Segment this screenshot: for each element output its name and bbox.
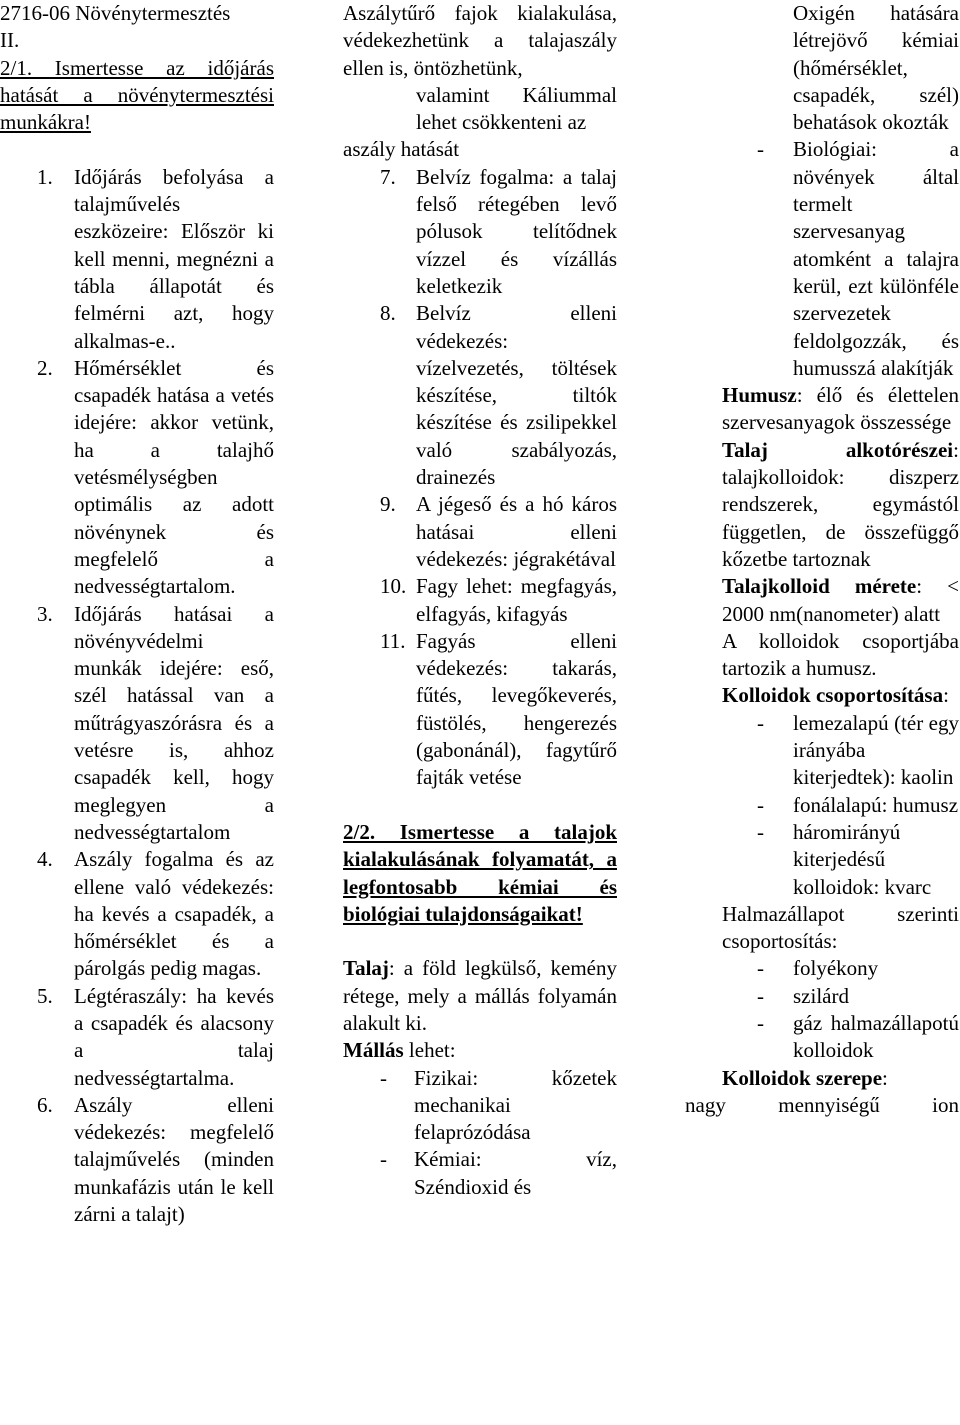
list-item-number: 1. — [37, 164, 53, 189]
list-item — [343, 300, 617, 491]
dash-marker: - — [757, 1010, 764, 1035]
csoportositas-term: Kolloidok csoportosítása — [722, 683, 944, 708]
mallas-definition — [343, 1037, 617, 1064]
list-item-text: Hőmérséklet és csapadék hatása a vetés idejére: akkor vetünk, ha a talajhő vetésmélységben optimális az adott növénynek és megfelelő a nedvességtartalom. — [74, 355, 274, 599]
list-item-text: Belvíz fogalma: a talaj felső rétegében levő pólusok telítődnek vízzel és vízállás keletkezik — [416, 164, 617, 298]
humusz-text: : élő és élettelen szervesanyagok összessége — [722, 383, 959, 435]
list-item-text: fonálalapú: humusz — [793, 792, 959, 817]
last-line: nagy mennyiségű ion — [685, 1092, 959, 1117]
continued-paragraph-3: aszály hatását — [343, 137, 460, 162]
kolloid-csoportositas-list — [685, 710, 959, 901]
list-item-text: háromirányú kiterjedésű kolloidok: kvarc — [793, 819, 932, 899]
list-item-number: 8. — [380, 301, 396, 326]
document-header-continued: II. — [0, 28, 20, 53]
question-1-list — [0, 164, 274, 1229]
column-2 — [343, 0, 617, 1201]
list-item-text: szilárd — [793, 983, 849, 1008]
list-item — [343, 164, 617, 300]
list-item — [0, 601, 274, 847]
list-item-text: Fagy lehet: megfagyás, elfagyás, kifagyás — [416, 574, 617, 626]
dash-marker: - — [380, 1147, 387, 1172]
szerepe-colon: : — [882, 1065, 888, 1090]
biologiai-list — [685, 136, 959, 382]
list-item-text: Fizikai: kőzetek mechanikai felaprózódása — [414, 1065, 617, 1145]
document-header: 2716-06 Növénytermesztés — [0, 1, 231, 25]
humusz-group-text: A kolloidok csoportjába tartozik a humusz. — [722, 628, 959, 681]
column-3 — [685, 0, 959, 1119]
question-1-title: 2/1. Ismertesse az időjárás hatását a növénytermesztési munkákra! — [0, 55, 274, 135]
list-item — [685, 955, 959, 982]
list-item — [685, 1010, 959, 1065]
list-item-text: Aszály elleni védekezés: megfelelő talajművelés (minden munkafázis után le kell zárni a talajt) — [74, 1092, 274, 1227]
szerepe-heading — [685, 1065, 959, 1092]
column-1 — [0, 0, 274, 1228]
talaj-definition — [343, 955, 617, 1037]
mallas-list — [343, 1065, 617, 1201]
list-item-number: 7. — [380, 164, 396, 189]
list-item-text: Légtéraszály: ha kevés a csapadék és alacsony a talaj nedvességtartalma. — [74, 983, 274, 1090]
list-item — [0, 164, 274, 355]
list-item — [685, 819, 959, 901]
list-item-number: 11. — [380, 628, 406, 653]
humusz-definition — [685, 382, 959, 437]
csoportositas-heading — [685, 682, 959, 709]
continued-paragraph: Oxigén hatására létrejövő kémiai (hőmérséklet, csapadék, szél) behatások okozták — [793, 1, 959, 135]
question-1-list-continued — [343, 164, 617, 792]
mallas-term: Mállás — [343, 1038, 404, 1063]
kolloid-merete — [685, 573, 959, 628]
talaj-text: : a föld legkülső, kemény rétege, mely a mállás folyamán alakult ki. — [343, 956, 617, 1035]
list-item — [685, 136, 959, 382]
mallas-text: lehet: — [403, 1038, 456, 1063]
list-item-text: Aszály fogalma és az ellene való védekezés: ha kevés a csapadék, a hőmérséklet és a párolgás pedig magas. — [74, 847, 274, 981]
list-item — [343, 628, 617, 792]
kolloid-merete-text: : < 2000 nm(nanometer) alatt — [722, 574, 959, 626]
list-item-number: 2. — [37, 355, 53, 380]
list-item-text: Időjárás befolyása a talajművelés eszközeire: Először ki kell menni, megnézni a tábla állapotát és felmérni azt, hogy alkalmas-e.. — [74, 164, 274, 353]
list-item-number: 5. — [37, 983, 53, 1008]
humusz-term: Humusz — [722, 383, 797, 408]
continued-paragraph: Aszálytűrő fajok kialakulása, védekezhetünk a talajaszály ellen is, öntözhetünk, — [343, 1, 617, 80]
question-2-title: 2/2. Ismertesse a talajok kialakulásának folyamatát, a legfontosabb kémiai és biológiai tulajdonságaikat! — [343, 819, 617, 926]
list-item — [343, 573, 617, 628]
alkotoreszek-term: Talaj alkotórészei — [722, 437, 954, 462]
list-item — [343, 491, 617, 573]
list-item-number: 9. — [380, 492, 396, 517]
spacer — [343, 792, 617, 819]
list-item-text: A jégeső és a hó káros hatásai elleni védekezés: jégrakétával — [416, 492, 617, 571]
list-item — [685, 983, 959, 1010]
alkotoreszek-text: : talajkolloidok: diszperz rendszerek, egymástól független, de összefüggő kőzetbe tartoznak — [722, 437, 959, 571]
list-item — [685, 710, 959, 792]
alkotoreszek-definition — [685, 437, 959, 573]
list-item — [0, 355, 274, 601]
dash-marker: - — [757, 137, 764, 162]
halmazallapot-list — [685, 955, 959, 1064]
list-item-text: Fagyás elleni védekezés: takarás, fűtés, levegőkeverés, füstölés, hengerezés (gabonánál), fagytűrő fajták vetése — [416, 628, 617, 790]
list-item — [685, 792, 959, 819]
csoportositas-colon: : — [943, 683, 949, 708]
list-item — [0, 846, 274, 982]
kolloid-merete-term: Talajkolloid mérete — [722, 574, 917, 599]
list-item-number: 10. — [380, 574, 407, 599]
list-item — [343, 1146, 617, 1201]
list-item-number: 3. — [37, 601, 53, 626]
dash-marker: - — [757, 792, 764, 817]
list-item — [0, 1092, 274, 1228]
list-item-number: 6. — [37, 1092, 53, 1117]
szerepe-term: Kolloidok szerepe — [722, 1065, 883, 1090]
list-item-text: folyékony — [793, 956, 879, 981]
spacer — [0, 136, 274, 163]
dash-marker: - — [757, 983, 764, 1008]
talaj-term: Talaj — [343, 956, 389, 981]
list-item-text: Belvíz elleni védekezés: vízelvezetés, töltések készítése, tiltók készítése és zsilipekkel való szabályozás, drainezés — [416, 301, 617, 490]
dash-marker: - — [757, 710, 764, 735]
dash-marker: - — [757, 819, 764, 844]
list-item-number: 4. — [37, 847, 53, 872]
list-item-text: gáz halmazállapotú kolloidok — [793, 1010, 959, 1063]
list-item-text: Kémiai: víz, Széndioxid és — [414, 1147, 617, 1199]
list-item-text: Biológiai: a növények által termelt szervesanyag atomként a talajra kerül, ezt különféle szervezetek feldolgozzák, és humusszá alakítják — [793, 137, 959, 380]
dash-marker: - — [380, 1065, 387, 1090]
list-item — [343, 1065, 617, 1147]
list-item-text: lemezalapú (tér egy irányába kiterjedtek): kaolin — [793, 710, 959, 790]
list-item — [0, 983, 274, 1092]
halmazallapot-heading: Halmazállapot szerinti csoportosítás: — [722, 901, 959, 954]
spacer — [343, 928, 617, 955]
dash-marker: - — [757, 956, 764, 981]
list-item-text: Időjárás hatásai a növényvédelmi munkák idejére: eső, szél hatással van a műtrágyaszórásra és a vetésre is, ahhoz csapadék kell, hogy meglegyen a nedvességtartalom — [74, 601, 274, 844]
continued-paragraph-2: valamint Káliummal lehet csökkenteni az — [416, 82, 617, 135]
